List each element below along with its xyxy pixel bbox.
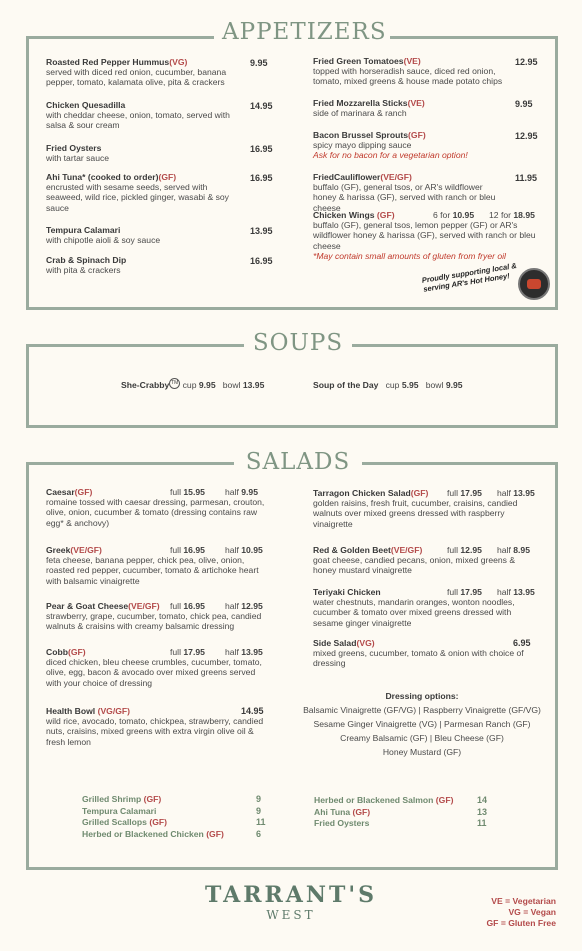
menu-item-side-salad: Side Salad(VG) 6.95 mixed greens, cucumber, tomato & onion with choice of dressing bbox=[313, 638, 531, 669]
menu-item-health-bowl: Health Bowl (VG/GF) 14.95 wild rice, avocado, tomato, chickpea, strawberry, candied nuts, craisins, mixed greens with extra virgin olive oil & fresh lemon bbox=[46, 706, 264, 747]
dressing-line: Balsamic Vinaigrette (GF/VG) | Raspberry Vinaigrette (GF/VG) bbox=[303, 705, 541, 715]
addon-item: Grilled Shrimp (GF) 9 bbox=[82, 794, 262, 804]
menu-item: Chicken Quesadilla 14.95 with cheddar cheese, onion, tomato, served with salsa & sour cream bbox=[46, 100, 273, 131]
salads-title: SALADS bbox=[234, 449, 362, 475]
salad-item: Caesar(GF) full 15.95 half 9.95 romaine tossed with caesar dressing, parmesan, crouton, olive, onion, cucumber & tomato (dressing contains raw egg* & anchovy) bbox=[46, 487, 265, 528]
brand-logo: TARRANT'S WEST bbox=[205, 882, 377, 922]
menu-item: Ahi Tuna* (cooked to order)(GF) 16.95 encrusted with sesame seeds, served with seaweed, wild rice, pickled ginger, wasabi & soy sauce bbox=[46, 172, 273, 213]
addon-item: Grilled Scallops (GF) 11 bbox=[82, 817, 266, 827]
menu-item: Crab & Spinach Dip 16.95 with pita & crackers bbox=[46, 255, 273, 276]
menu-item: Bacon Brussel Sprouts(GF) 12.95 spicy mayo dipping sauce Ask for no bacon for a vegetarian option! bbox=[313, 130, 538, 161]
dressing-line: Sesame Ginger Vinaigrette (VG) | Parmesan Ranch (GF) bbox=[313, 719, 531, 729]
honey-logo-icon bbox=[518, 268, 550, 300]
diet-legend: VE = Vegetarian VG = Vegan GF = Gluten Free bbox=[486, 896, 556, 928]
menu-item: FriedCauliflower(VE/GF) 11.95 buffalo (GF), general tsos, or AR's wildflower honey & harissa (GF), served with ranch or bleu cheese bbox=[313, 172, 538, 213]
soup-item-soup-of-the-day: Soup of the Day cup 5.95 bowl 9.95 bbox=[313, 380, 463, 390]
soups-title: SOUPS bbox=[244, 330, 352, 356]
salad-item: Greek(VE/GF) full 16.95 half 10.95 feta cheese, banana pepper, chick pea, olive, onion, roasted red pepper, cucumber, tomato & artichoke heart with balsamic vinaigrette bbox=[46, 545, 263, 586]
honey-note: Proudly supporting local & serving AR's Hot Honey! bbox=[421, 260, 518, 294]
menu-item: Fried Green Tomatoes(VE) 12.95 topped with horseradish sauce, diced red onion, tomato, mixed greens & house made potato chips bbox=[313, 56, 538, 87]
salad-item: Cobb(GF) full 17.95 half 13.95 diced chicken, bleu cheese crumbles, cucumber, tomato, olive, egg, bacon & avocado over mixed greens served with your choice of dressing bbox=[46, 647, 263, 688]
salad-item: Red & Golden Beet(VE/GF) full 12.95 half 8.95 goat cheese, candied pecans, onion, mixed greens & honey mustard vinaigrette bbox=[313, 545, 530, 576]
menu-item: Tempura Calamari 13.95 with chipotle aioli & soy sauce bbox=[46, 225, 273, 246]
salad-item: Tarragon Chicken Salad(GF) full 17.95 half 13.95 golden raisins, fresh fruit, cucumber, craisins, candied walnuts over mixed greens dressed with raspberry vinaigrette bbox=[313, 488, 535, 529]
dressing-line: Creamy Balsamic (GF) | Bleu Cheese (GF) bbox=[340, 733, 504, 743]
addon-item: Herbed or Blackened Salmon (GF) 14 bbox=[314, 795, 488, 805]
trademark-icon: TM bbox=[169, 378, 180, 389]
dressing-options: Dressing options: Balsamic Vinaigrette (GF/VG) | Raspberry Vinaigrette (GF/VG) Sesame Ginger Vinaigrette (VG) | Parmesan Ranch (GF) Creamy Balsamic (GF) | Bleu Cheese (GF) Honey Mustard (GF) bbox=[296, 689, 548, 759]
menu-item-chicken-wings: Chicken Wings (GF) 6 for 10.95 12 for 18.95 buffalo (GF), general tsos, lemon pepper (GF) or AR's wildflower honey & harissa (GF), served with ranch or bleu cheese *May contain small amounts of gluten from fryer oil bbox=[313, 210, 536, 261]
addon-item: Tempura Calamari 9 bbox=[82, 805, 262, 816]
addon-item: Herbed or Blackened Chicken (GF) 6 bbox=[82, 828, 262, 839]
appetizers-title: APPETIZERS bbox=[214, 19, 390, 45]
menu-item: Fried Mozzarella Sticks(VE) 9.95 side of marinara & ranch bbox=[313, 98, 533, 119]
addon-item: Fried Oysters 11 bbox=[314, 818, 487, 828]
addon-item: Ahi Tuna (GF) 13 bbox=[314, 806, 488, 817]
menu-item: Roasted Red Pepper Hummus(VG) 9.95 served with diced red onion, cucumber, banana pepper, tomato, kalamata olive, pita & crackers bbox=[46, 57, 268, 88]
salad-item: Teriyaki Chicken full 17.95 half 13.95 water chestnuts, mandarin oranges, wonton noodles, cucumber & tomato over mixed greens dressed with sesame ginger vinaigrette bbox=[313, 587, 535, 628]
menu-item: Fried Oysters 16.95 with tartar sauce bbox=[46, 143, 273, 164]
salad-item: Pear & Goat Cheese(VE/GF) full 16.95 half 12.95 strawberry, grape, cucumber, tomato, chick pea, candied walnuts & craisins with creamy balsamic dressing bbox=[46, 601, 263, 632]
soup-item-she-crabby: She-Crabby ™ cup 9.95 bowl 13.95 bbox=[121, 379, 265, 390]
dressing-line: Honey Mustard (GF) bbox=[382, 747, 462, 757]
